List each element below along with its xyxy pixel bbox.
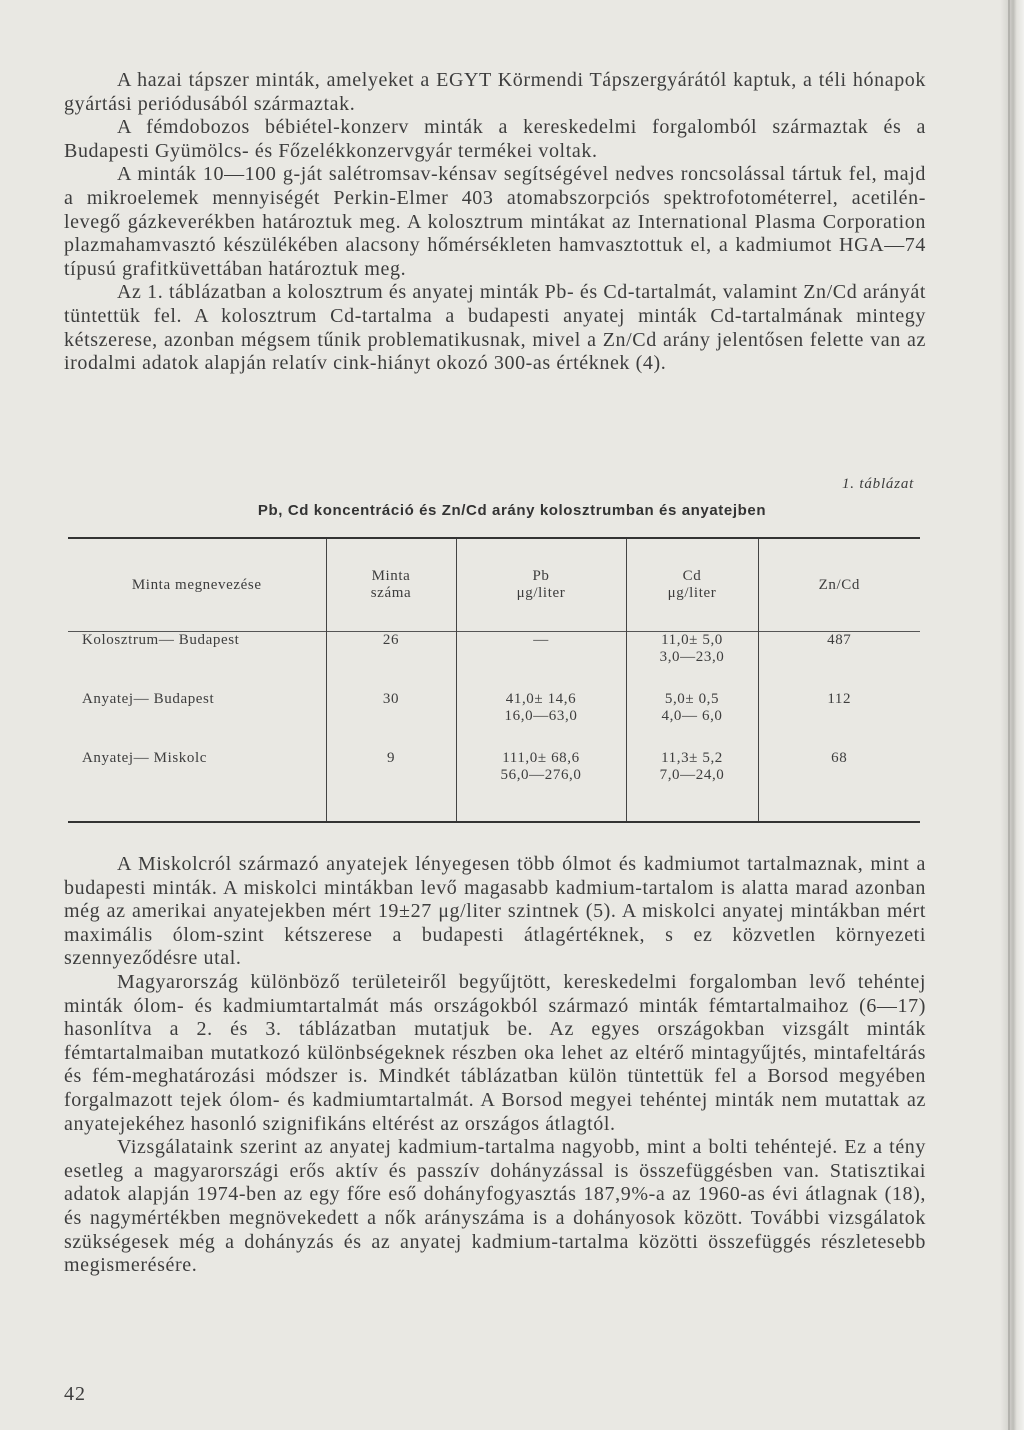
row-cd-range: 4,0— 6,0 [661,708,723,724]
row-name: Anyatej— Miskolc [68,750,326,822]
table-title: Pb, Cd koncentráció és Zn/Cd arány kolosztrumban és anyatejben [257,502,767,519]
header-count-line2: száma [370,585,412,601]
row-name: Kolosztrum— Budapest [68,632,326,691]
header-ratio-text: Zn/Cd [818,576,860,593]
page-edge-shadow [1000,0,1024,1430]
header-name [68,539,326,632]
paragraph: Vizsgálataink szerint az anyatej kadmium-tartalma nagyobb, mint a bolti tehéntejé. Ez a tény esetleg a magyarországi erős aktív és passzív dohányzással is összefüggésben van. Statisztikai adatok alapján 1974-ben az egy főre eső dohányfogyasztás 187,9%-a az 1960-as évi átlagnak (18), és nagymértékben megnövekedett a nők arányszáma is a dohányosok között. További vizsgálatok szükségesek még a dohányzás és az anyatej kadmium-tartalma közötti összefüggés részletesebb megismerésére. [64,1136,926,1277]
header-count [326,539,456,632]
table-row [68,750,920,822]
table-number-label: 1. táblázat [842,476,915,492]
header-cd-line2: μg/liter [667,585,717,601]
row-cd [626,632,758,691]
header-pb-line1: Pb [532,568,550,584]
row-cd-mean: 11,0± 5,0 [661,632,723,648]
row-cd [626,750,758,822]
header-pb-line2: μg/liter [516,585,566,601]
row-pb [456,632,626,691]
table-header-row [68,539,920,632]
row-pb [456,691,626,750]
header-pb [456,539,626,632]
paragraph: A Miskolcról származó anyatejek lényegesen több ólmot és kadmiumot tartalmaznak, mint a budapesti minták. A miskolci mintákban levő magasabb kadmium-tartalom is alatta marad azonban még az amerikai anyatejekben mért 19±27 μg/liter szintnek (5). A miskolci anyatej mintákban mért maximális ólom-szint kétszerese a budapesti átlagértéknek, s ez közvetlen környezeti szennyeződésre utal. [64,853,926,970]
row-pb-mean: 41,0± 14,6 [505,691,577,707]
row-pb-range: 16,0—63,0 [504,708,578,724]
header-cd-line1: Cd [682,568,702,584]
row-cd [626,691,758,750]
paragraph: A hazai tápszer minták, amelyeket a EGYT Körmendi Tápszergyárától kaptuk, a téli hónapok gyártási periódusából származtak. [64,69,926,115]
row-pb [456,750,626,822]
paragraph: A minták 10—100 g-ját salétromsav-kénsav segítségével nedves roncsolással tártuk fel, majd a mikroelemek mennyiségét Perkin-Elmer 403 atomabszorpciós spektrofotométerrel, acetilén-levegő gázkeverékben határoztuk meg. A kolosztrum mintákat az International Plasma Corporation plazmahamvasztó készülékében alacsony hőmérsékleten hamvasztottuk el, a kadmiumot HGA—74 típusú grafitküvettában határoztuk meg. [64,163,926,280]
header-count-line1: Minta [371,568,411,584]
paragraph: A fémdobozos bébiétel-konzerv minták a kereskedelmi forgalomból származtak és a Budapesti Gyümölcs- és Főzelékkonzervgyár termékei voltak. [64,116,926,162]
row-name: Anyatej— Budapest [68,691,326,750]
row-cd-range: 3,0—23,0 [659,649,725,665]
table-row [68,632,920,691]
row-pb-mean: 111,0± 68,6 [502,750,580,766]
row-pb-range: 56,0—276,0 [500,767,582,783]
header-ratio [758,539,920,632]
page-edge-line [1008,0,1010,1430]
row-ratio: 112 [827,691,852,707]
row-ratio: 487 [827,632,852,648]
row-ratio: 68 [758,750,920,822]
paragraph: Az 1. táblázatban a kolosztrum és anyatej minták Pb- és Cd-tartalmát, valamint Zn/Cd arányát tüntettük fel. A kolosztrum Cd-tartalma a budapesti anyatej minták Cd-tartalmának mintegy kétszerese, azonban mégsem tűnik problematikusnak, mivel a Zn/Cd arány jelentősen felette van az irodalmi adatok alapján relatív cink-hiányt okozó 300-as értéknek (4). [64,281,926,375]
row-pb-mean: — [533,632,549,648]
page-number: 42 [64,1383,86,1405]
intro-text [64,69,926,376]
paragraph: Magyarország különböző területeiről begyűjtött, kereskedelmi forgalomban levő tehéntej minták ólom- és kadmiumtartalmát más országokból származó minták fémtartalmaihoz (6—17) hasonlítva a 2. és 3. táblázatban mutatjuk be. Az egyes országokban vizsgált minták fémtartalmaiban mutatkozó különbségeknek részben oka lehet az eltérő mintagyűjtés, mintafeltárás és fém-meghatározási módszer is. Mindkét táblázatban külön tüntettük fel a Borsod megyében forgalmazott tejek ólom- és kadmiumtartalmát. A Borsod megyei tehéntej minták nem mutattak az anyatejekéhez hasonló szignifikáns eltérést az országos átlagtól. [64,970,926,1135]
header-cd [626,539,758,632]
row-cd-range: 7,0—24,0 [659,767,725,783]
results-table [68,537,920,823]
row-cd-mean: 11,3± 5,2 [661,750,723,766]
row-count: 30 [326,691,456,750]
row-cd-mean: 5,0± 0,5 [664,691,720,707]
discussion-text [64,853,926,1278]
table-row [68,691,920,750]
header-name-text: Minta megnevezése [131,576,262,593]
row-count: 9 [326,750,456,822]
row-count: 26 [326,632,456,691]
